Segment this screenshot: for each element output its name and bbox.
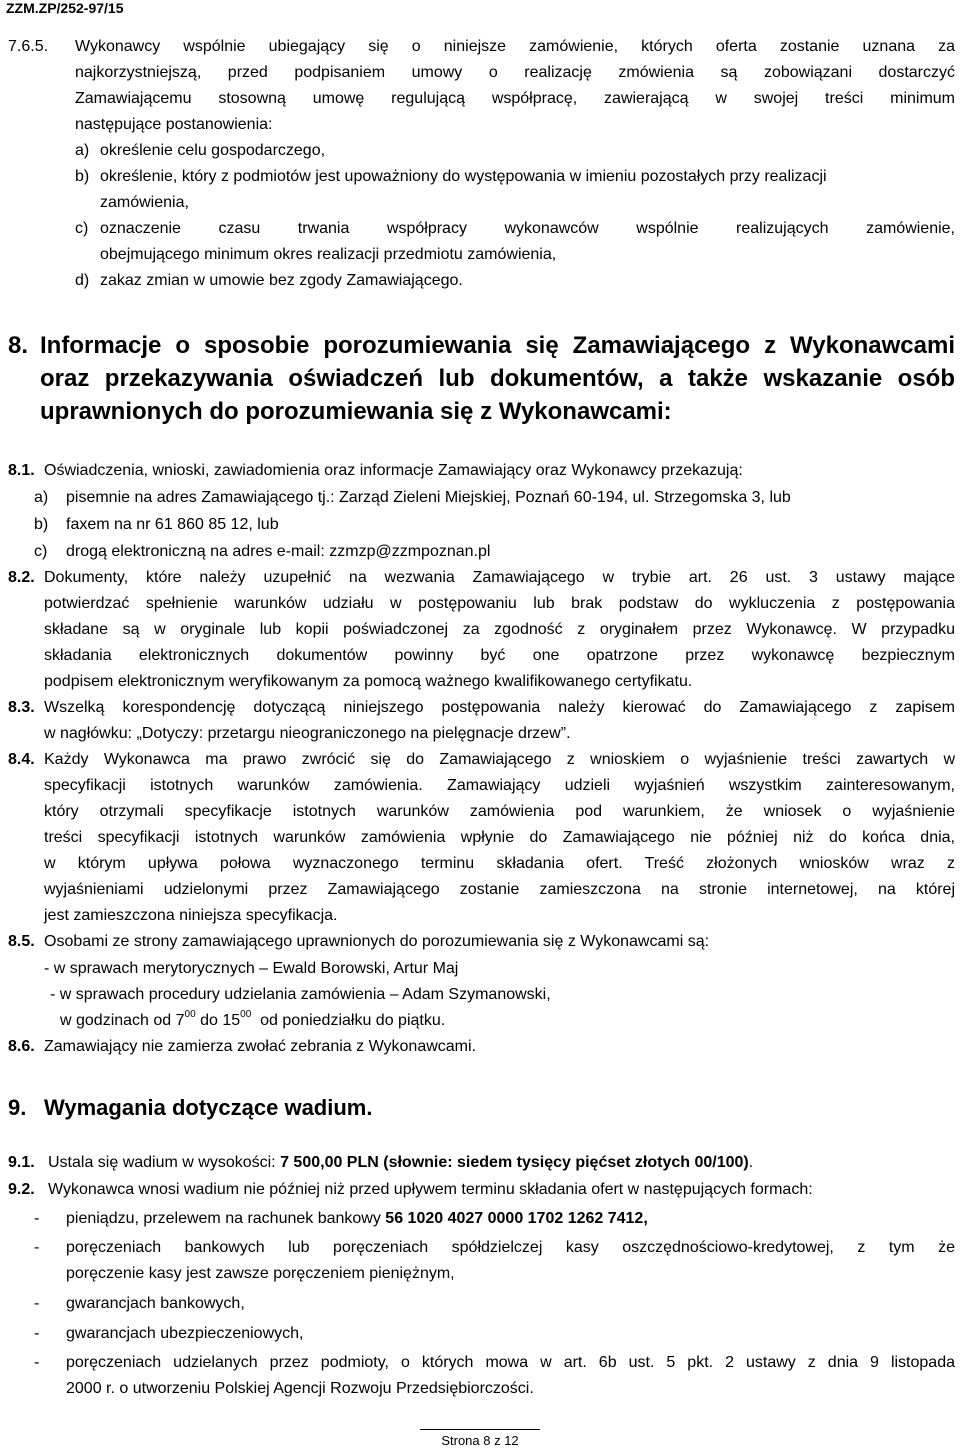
- paragraph-line: specyfikacji istotnych warunków zamówienia. Zamawiający udzieli wyjaśnień wszystkim zainteresowanym,: [44, 777, 955, 794]
- paragraph-line: treści specyfikacji istotnych warunków zamówienia wpłynie do Zamawiającego nie później niż do końca dnia,: [44, 829, 955, 846]
- paragraph-line: w nagłówku: „Dotyczy: przetargu nieograniczonego na pielęgnacje drzew”.: [44, 725, 571, 742]
- bank-account-number: 56 1020 4027 0000 1702 1262 7412,: [385, 1210, 648, 1227]
- paragraph-line: Każdy Wykonawca ma prawo zwrócić się do Zamawiającego z wnioskiem o wyjaśnienie treści zawartych w: [44, 751, 955, 768]
- superscript: 00: [240, 1009, 252, 1020]
- dash-marker: -: [34, 1354, 40, 1371]
- office-hours-text: od poniedziałku do piątku.: [251, 1012, 446, 1029]
- list-item: oznaczenie czasu trwania współpracy wykonawców wspólnie realizujących zamówienie,: [100, 220, 955, 237]
- paragraph-line: wyjaśnieniami udzielonymi przez Zamawiającego zostanie zamieszczona na stronie internetowej, na której: [44, 881, 955, 898]
- paragraph-line: Osobami ze strony zamawiającego uprawnionych do porozumiewania się z Wykonawcami są:: [44, 933, 710, 950]
- heading-number: 8.: [8, 332, 29, 359]
- paragraph-text: Ustala się wadium w wysokości:: [48, 1154, 281, 1171]
- paragraph-line: Wykonawcy wspólnie ubiegający się o niniejsze zamówienie, których oferta zostanie uznana za: [75, 38, 955, 55]
- dash-marker: -: [34, 1295, 40, 1312]
- wadium-amount: 7 500,00 PLN (słownie: siedem tysięcy pięćset złotych 00/100): [280, 1154, 749, 1171]
- list-item: faxem na nr 61 860 85 12, lub: [66, 516, 279, 533]
- list-marker: c): [34, 543, 48, 560]
- list-item: drogą elektroniczną na adres e-mail: zzmzp@zzmpoznan.pl: [66, 543, 491, 560]
- list-item-text: pieniądzu, przelewem na rachunek bankowy: [66, 1210, 386, 1227]
- list-item: zakaz zmian w umowie bez zgody Zamawiającego.: [100, 272, 463, 289]
- paragraph-line: [48, 1152, 753, 1174]
- dash-marker: -: [34, 1239, 40, 1256]
- heading-line: Informacje o sposobie porozumiewania się Zamawiającego z Wykonawcami: [40, 332, 955, 359]
- list-item: [66, 1208, 648, 1230]
- paragraph-line: Oświadczenia, wnioski, zawiadomienia oraz informacje Zamawiający oraz Wykonawcy przekazują:: [44, 462, 743, 479]
- paragraph-line: najkorzystniejszą, przed podpisaniem umowy o realizację zmówienia są zobowiązani dostarczyć: [75, 64, 955, 81]
- section-number: 8.3.: [8, 699, 35, 716]
- page-number: Strona 8 z 12: [441, 1433, 519, 1448]
- list-item: gwarancjach bankowych,: [66, 1295, 245, 1312]
- heading-title: Wymagania dotyczące wadium.: [44, 1095, 373, 1120]
- section-number: 8.4.: [8, 751, 35, 768]
- list-marker: c): [75, 220, 89, 237]
- paragraph-line: Zamawiającemu stosowną umowę regulującą współpracę, zawierającą w swojej treści minimum: [75, 90, 955, 107]
- list-item: określenie, który z podmiotów jest upoważniony do występowania w imieniu pozostałych przy realizacji: [100, 168, 827, 185]
- paragraph-line: podpisem elektronicznym weryfikowanym za pomocą ważnego kwalifikowanego certyfikatu.: [44, 673, 693, 690]
- list-item: pisemnie na adres Zamawiającego tj.: Zarząd Zieleni Miejskiej, Poznań 60-194, ul. Strzegomska 3, lub: [66, 489, 791, 506]
- superscript: 00: [184, 1009, 196, 1020]
- list-item: poręczeniach bankowych lub poręczeniach spółdzielczej kasy oszczędnościowo-kredytowej, z tym że: [66, 1239, 955, 1256]
- list-item: poręczeniach udzielanych przez podmioty, o których mowa w art. 6b ust. 5 pkt. 2 ustawy z dnia 9 listopada: [66, 1354, 955, 1371]
- list-item: określenie celu gospodarczego,: [100, 142, 326, 159]
- contact-line: - w sprawach procedury udzielania zamówienia – Adam Szymanowski,: [50, 986, 551, 1003]
- dash-marker: -: [34, 1325, 40, 1342]
- list-item-continuation: poręczenie kasy jest zawsze poręczeniem pieniężnym,: [66, 1265, 455, 1282]
- paragraph-line: w którym upływa połowa wyznaczonego terminu składania ofert. Treść złożonych wniosków wraz z: [44, 855, 955, 872]
- office-hours-text: w godzinach od 7: [60, 1012, 185, 1029]
- paragraph-line: Zamawiający nie zamierza zwołać zebrania z Wykonawcami.: [44, 1038, 477, 1055]
- paragraph-line: który otrzymali specyfikacje istotnych warunków zamówienia pod warunkiem, że wniosek o wyjaśnienie: [44, 803, 955, 820]
- heading-number: 9.: [8, 1095, 27, 1120]
- section-number: 7.6.5.: [8, 38, 49, 55]
- dash-marker: -: [34, 1210, 40, 1227]
- paragraph-line: składania elektronicznych dokumentów powinny być one opatrzone przez wykonawcę bezpiecznym: [44, 647, 955, 664]
- paragraph-text: .: [748, 1154, 754, 1171]
- section-number: 8.1.: [8, 462, 35, 479]
- footer-divider: [420, 1429, 540, 1430]
- list-marker: b): [75, 168, 90, 185]
- office-hours-text: do 15: [195, 1012, 241, 1029]
- contact-line: - w sprawach merytorycznych – Ewald Borowski, Artur Maj: [44, 960, 459, 977]
- paragraph-line: jest zamieszczona niniejsza specyfikacja.: [44, 907, 338, 924]
- paragraph-line: Wszelką korespondencję dotyczącą niniejszego postępowania należy kierować do Zamawiającego z zapisem: [44, 699, 955, 716]
- paragraph-line: następujące postanowienia:: [75, 116, 273, 133]
- list-item: gwarancjach ubezpieczeniowych,: [66, 1325, 304, 1342]
- document-reference: ZZM.ZP/252-97/15: [6, 0, 124, 16]
- paragraph-line: Dokumenty, które należy uzupełnić na wezwania Zamawiającego w trybie art. 26 ust. 3 ustawy mające: [44, 569, 955, 586]
- section-number: 9.1.: [8, 1154, 35, 1171]
- list-item-continuation: obejmującego minimum okres realizacji przedmiotu zamówienia,: [100, 246, 557, 263]
- section-number: 8.2.: [8, 569, 35, 586]
- section-number: 8.5.: [8, 933, 35, 950]
- heading-line: oraz przekazywania oświadczeń lub dokumentów, a także wskazanie osób: [40, 365, 955, 392]
- list-marker: a): [34, 489, 49, 506]
- paragraph-line: potwierdzać spełnienie warunków udziału w postępowaniu lub brak podstaw do wykluczenia z postępowania: [44, 595, 955, 612]
- office-hours: [60, 1010, 445, 1032]
- heading-line: uprawnionych do porozumiewania się z Wykonawcami:: [40, 398, 672, 425]
- list-item-continuation: zamówienia,: [100, 194, 189, 211]
- list-marker: b): [34, 516, 49, 533]
- list-marker: d): [75, 272, 90, 289]
- list-marker: a): [75, 142, 90, 159]
- paragraph-line: Wykonawca wnosi wadium nie później niż przed upływem terminu składania ofert w następujących formach:: [48, 1181, 813, 1198]
- paragraph-line: składane są w oryginale lub kopii poświadczonej za zgodność z oryginałem przez Wykonawcę. W przypadku: [44, 621, 955, 638]
- section-number: 8.6.: [8, 1038, 35, 1055]
- section-number: 9.2.: [8, 1181, 35, 1198]
- list-item-continuation: 2000 r. o utworzeniu Polskiej Agencji Rozwoju Przedsiębiorczości.: [66, 1380, 534, 1397]
